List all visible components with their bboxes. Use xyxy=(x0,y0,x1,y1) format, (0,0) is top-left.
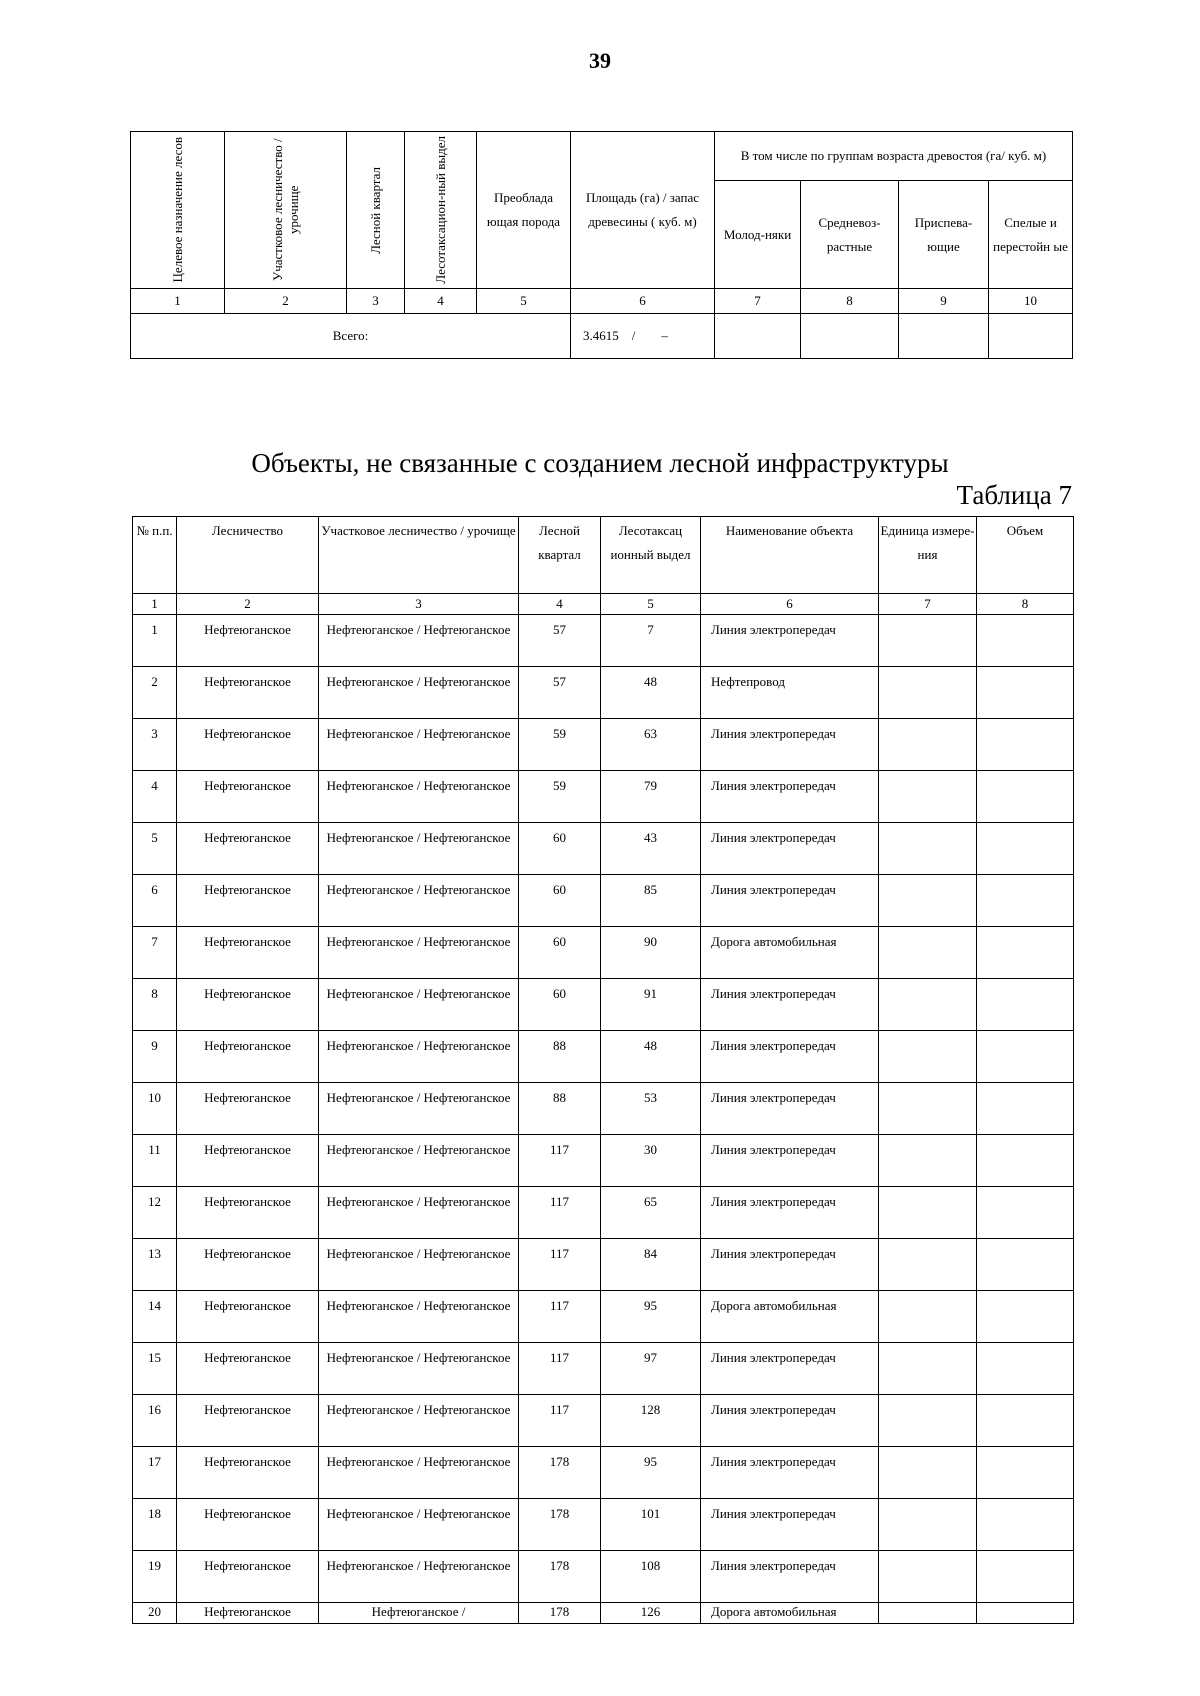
quarter-cell: 57 xyxy=(519,667,601,719)
district-cell: Нефтеюганское / Нефтеюганское xyxy=(319,1551,519,1603)
table-row xyxy=(133,823,1074,875)
column-number: 4 xyxy=(519,594,601,615)
forestry-cell: Нефтеюганское xyxy=(177,1603,319,1624)
object-name-cell: Дорога автомобильная xyxy=(701,927,879,979)
column-number: 3 xyxy=(319,594,519,615)
forestry-cell: Нефтеюганское xyxy=(177,1551,319,1603)
volume-cell xyxy=(977,1031,1074,1083)
row-number: 12 xyxy=(133,1187,177,1239)
object-name-cell: Дорога автомобильная xyxy=(701,1603,879,1624)
table-row xyxy=(133,1343,1074,1395)
header-age-groups: В том числе по группам возраста древостоя (га/ куб. м) xyxy=(715,132,1073,181)
plot-cell: 95 xyxy=(601,1447,701,1499)
table-label: Таблица 7 xyxy=(956,480,1072,510)
header-plot: Лесотаксац ионный выдел xyxy=(601,517,701,594)
plot-cell: 97 xyxy=(601,1343,701,1395)
quarter-cell: 117 xyxy=(519,1343,601,1395)
column-number: 1 xyxy=(133,594,177,615)
column-number: 2 xyxy=(177,594,319,615)
quarter-cell: 59 xyxy=(519,771,601,823)
column-number: 7 xyxy=(715,289,801,314)
forestry-cell: Нефтеюганское xyxy=(177,1187,319,1239)
forestry-cell: Нефтеюганское xyxy=(177,1395,319,1447)
unit-cell xyxy=(879,875,977,927)
header-index: № п.п. xyxy=(133,517,177,594)
volume-cell xyxy=(977,927,1074,979)
object-name-cell: Линия электропередач xyxy=(701,875,879,927)
volume-cell xyxy=(977,1239,1074,1291)
table-row xyxy=(133,667,1074,719)
volume-cell xyxy=(977,667,1074,719)
volume-cell xyxy=(977,1343,1074,1395)
quarter-cell: 117 xyxy=(519,1291,601,1343)
table-row xyxy=(133,1135,1074,1187)
total-mature xyxy=(989,314,1073,359)
plot-cell: 91 xyxy=(601,979,701,1031)
unit-cell xyxy=(879,1343,977,1395)
plot-cell: 63 xyxy=(601,719,701,771)
header-object-name: Наименование объекта xyxy=(701,517,879,594)
volume-cell xyxy=(977,1187,1074,1239)
volume-cell xyxy=(977,875,1074,927)
page-number: 39 xyxy=(589,48,611,73)
object-name-cell: Линия электропередач xyxy=(701,1083,879,1135)
plot-cell: 128 xyxy=(601,1395,701,1447)
plot-cell: 53 xyxy=(601,1083,701,1135)
object-name-cell: Линия электропередач xyxy=(701,1135,879,1187)
object-name-cell: Линия электропередач xyxy=(701,1447,879,1499)
object-name-cell: Линия электропередач xyxy=(701,823,879,875)
volume-cell xyxy=(977,771,1074,823)
header-area: Площадь (га) / запас древесины ( куб. м) xyxy=(571,132,715,289)
row-number: 14 xyxy=(133,1291,177,1343)
table-row xyxy=(133,1603,1074,1624)
column-number: 1 xyxy=(131,289,225,314)
volume-cell xyxy=(977,719,1074,771)
object-name-cell: Линия электропередач xyxy=(701,1031,879,1083)
district-cell: Нефтеюганское / Нефтеюганское xyxy=(319,1031,519,1083)
row-number: 9 xyxy=(133,1031,177,1083)
forestry-cell: Нефтеюганское xyxy=(177,615,319,667)
total-label: Всего: xyxy=(131,314,571,359)
header-maturing: Приспева-ющие xyxy=(899,181,989,289)
table-row xyxy=(133,875,1074,927)
table-row xyxy=(133,1499,1074,1551)
quarter-cell: 178 xyxy=(519,1603,601,1624)
forestry-cell: Нефтеюганское xyxy=(177,1447,319,1499)
column-number: 4 xyxy=(405,289,477,314)
forestry-cell: Нефтеюганское xyxy=(177,1291,319,1343)
quarter-cell: 117 xyxy=(519,1239,601,1291)
district-cell: Нефтеюганское / Нефтеюганское xyxy=(319,1187,519,1239)
quarter-cell: 88 xyxy=(519,1083,601,1135)
object-name-cell: Линия электропередач xyxy=(701,771,879,823)
district-cell: Нефтеюганское / Нефтеюганское xyxy=(319,1239,519,1291)
header-species: Преоблада ющая порода xyxy=(477,132,571,289)
object-name-cell: Линия электропередач xyxy=(701,1395,879,1447)
forestry-cell: Нефтеюганское xyxy=(177,823,319,875)
unit-cell xyxy=(879,1291,977,1343)
header-forestry: Лесничество xyxy=(177,517,319,594)
column-number: 6 xyxy=(571,289,715,314)
unit-cell xyxy=(879,1603,977,1624)
row-number: 20 xyxy=(133,1603,177,1624)
table-row xyxy=(133,979,1074,1031)
forestry-cell: Нефтеюганское xyxy=(177,1499,319,1551)
unit-cell xyxy=(879,979,977,1031)
object-name-cell: Линия электропередач xyxy=(701,979,879,1031)
district-cell: Нефтеюганское / xyxy=(319,1603,519,1624)
quarter-cell: 117 xyxy=(519,1187,601,1239)
quarter-cell: 60 xyxy=(519,875,601,927)
plot-cell: 126 xyxy=(601,1603,701,1624)
district-cell: Нефтеюганское / Нефтеюганское xyxy=(319,667,519,719)
row-number: 16 xyxy=(133,1395,177,1447)
column-number: 2 xyxy=(225,289,347,314)
volume-cell xyxy=(977,1135,1074,1187)
object-name-cell: Линия электропередач xyxy=(701,1239,879,1291)
quarter-cell: 59 xyxy=(519,719,601,771)
column-number: 9 xyxy=(899,289,989,314)
total-middle xyxy=(801,314,899,359)
table-row xyxy=(133,771,1074,823)
plot-cell: 43 xyxy=(601,823,701,875)
plot-cell: 65 xyxy=(601,1187,701,1239)
header-district: Участковое лесничество / урочище xyxy=(225,132,347,289)
plot-cell: 79 xyxy=(601,771,701,823)
row-number: 5 xyxy=(133,823,177,875)
unit-cell xyxy=(879,927,977,979)
district-cell: Нефтеюганское / Нефтеюганское xyxy=(319,927,519,979)
district-cell: Нефтеюганское / Нефтеюганское xyxy=(319,1135,519,1187)
object-name-cell: Линия электропередач xyxy=(701,1499,879,1551)
table-row xyxy=(133,615,1074,667)
volume-cell xyxy=(977,1551,1074,1603)
forest-age-table xyxy=(130,131,1073,359)
column-number: 5 xyxy=(601,594,701,615)
forestry-cell: Нефтеюганское xyxy=(177,667,319,719)
header-quarter: Лесной квартал xyxy=(519,517,601,594)
column-number: 6 xyxy=(701,594,879,615)
quarter-cell: 178 xyxy=(519,1499,601,1551)
column-number: 8 xyxy=(977,594,1074,615)
unit-cell xyxy=(879,1083,977,1135)
row-number: 3 xyxy=(133,719,177,771)
table-row xyxy=(133,1187,1074,1239)
quarter-cell: 88 xyxy=(519,1031,601,1083)
plot-cell: 90 xyxy=(601,927,701,979)
object-name-cell: Линия электропередач xyxy=(701,1343,879,1395)
column-number: 3 xyxy=(347,289,405,314)
volume-cell xyxy=(977,1395,1074,1447)
table-row xyxy=(133,1395,1074,1447)
forestry-cell: Нефтеюганское xyxy=(177,771,319,823)
object-name-cell: Дорога автомобильная xyxy=(701,1291,879,1343)
volume-cell xyxy=(977,1291,1074,1343)
district-cell: Нефтеюганское / Нефтеюганское xyxy=(319,1083,519,1135)
forestry-cell: Нефтеюганское xyxy=(177,1343,319,1395)
object-name-cell: Линия электропередач xyxy=(701,1187,879,1239)
unit-cell xyxy=(879,615,977,667)
plot-cell: 101 xyxy=(601,1499,701,1551)
object-name-cell: Нефтепровод xyxy=(701,667,879,719)
object-name-cell: Линия электропередач xyxy=(701,719,879,771)
table-row xyxy=(133,927,1074,979)
header-young: Молод-няки xyxy=(715,181,801,289)
quarter-cell: 60 xyxy=(519,927,601,979)
column-number: 10 xyxy=(989,289,1073,314)
column-number: 5 xyxy=(477,289,571,314)
plot-cell: 85 xyxy=(601,875,701,927)
district-cell: Нефтеюганское / Нефтеюганское xyxy=(319,615,519,667)
forestry-cell: Нефтеюганское xyxy=(177,1135,319,1187)
plot-cell: 84 xyxy=(601,1239,701,1291)
unit-cell xyxy=(879,771,977,823)
table-row xyxy=(133,1291,1074,1343)
table-row xyxy=(133,719,1074,771)
header-district: Участковое лесничество / урочище xyxy=(319,517,519,594)
district-cell: Нефтеюганское / Нефтеюганское xyxy=(319,771,519,823)
plot-cell: 48 xyxy=(601,1031,701,1083)
volume-cell xyxy=(977,823,1074,875)
plot-cell: 108 xyxy=(601,1551,701,1603)
unit-cell xyxy=(879,719,977,771)
plot-cell: 95 xyxy=(601,1291,701,1343)
table-row xyxy=(133,1239,1074,1291)
district-cell: Нефтеюганское / Нефтеюганское xyxy=(319,1499,519,1551)
row-number: 10 xyxy=(133,1083,177,1135)
unit-cell xyxy=(879,667,977,719)
volume-cell xyxy=(977,1603,1074,1624)
column-number: 7 xyxy=(879,594,977,615)
volume-cell xyxy=(977,1447,1074,1499)
district-cell: Нефтеюганское / Нефтеюганское xyxy=(319,1395,519,1447)
object-name-cell: Линия электропередач xyxy=(701,1551,879,1603)
forestry-cell: Нефтеюганское xyxy=(177,1083,319,1135)
unit-cell xyxy=(879,1499,977,1551)
total-maturing xyxy=(899,314,989,359)
table-row xyxy=(133,1447,1074,1499)
section-title: Объекты, не связанные с созданием лесной инфраструктуры xyxy=(251,448,949,478)
unit-cell xyxy=(879,1395,977,1447)
volume-cell xyxy=(977,1499,1074,1551)
unit-cell xyxy=(879,1447,977,1499)
forestry-cell: Нефтеюганское xyxy=(177,927,319,979)
unit-cell xyxy=(879,1135,977,1187)
quarter-cell: 178 xyxy=(519,1447,601,1499)
unit-cell xyxy=(879,1187,977,1239)
header-plot: Лесотаксацион-ный выдел xyxy=(405,132,477,289)
row-number: 15 xyxy=(133,1343,177,1395)
quarter-cell: 117 xyxy=(519,1395,601,1447)
quarter-cell: 60 xyxy=(519,823,601,875)
header-quarter: Лесной квартал xyxy=(347,132,405,289)
district-cell: Нефтеюганское / Нефтеюганское xyxy=(319,1343,519,1395)
volume-cell xyxy=(977,979,1074,1031)
row-number: 7 xyxy=(133,927,177,979)
header-volume: Объем xyxy=(977,517,1074,594)
district-cell: Нефтеюганское / Нефтеюганское xyxy=(319,875,519,927)
district-cell: Нефтеюганское / Нефтеюганское xyxy=(319,979,519,1031)
row-number: 13 xyxy=(133,1239,177,1291)
header-mature: Спелые и перестойн ые xyxy=(989,181,1073,289)
district-cell: Нефтеюганское / Нефтеюганское xyxy=(319,1447,519,1499)
total-value: 3.4615 / – xyxy=(571,314,715,359)
forestry-cell: Нефтеюганское xyxy=(177,979,319,1031)
unit-cell xyxy=(879,1239,977,1291)
quarter-cell: 60 xyxy=(519,979,601,1031)
object-name-cell: Линия электропередач xyxy=(701,615,879,667)
plot-cell: 30 xyxy=(601,1135,701,1187)
row-number: 11 xyxy=(133,1135,177,1187)
column-number: 8 xyxy=(801,289,899,314)
table-row xyxy=(133,1083,1074,1135)
row-number: 2 xyxy=(133,667,177,719)
plot-cell: 7 xyxy=(601,615,701,667)
table-row xyxy=(133,1031,1074,1083)
quarter-cell: 57 xyxy=(519,615,601,667)
plot-cell: 48 xyxy=(601,667,701,719)
unit-cell xyxy=(879,1031,977,1083)
district-cell: Нефтеюганское / Нефтеюганское xyxy=(319,719,519,771)
forestry-cell: Нефтеюганское xyxy=(177,719,319,771)
header-purpose: Целевое назначение лесов xyxy=(131,132,225,289)
forestry-cell: Нефтеюганское xyxy=(177,1031,319,1083)
row-number: 1 xyxy=(133,615,177,667)
volume-cell xyxy=(977,615,1074,667)
quarter-cell: 178 xyxy=(519,1551,601,1603)
table-row xyxy=(133,1551,1074,1603)
district-cell: Нефтеюганское / Нефтеюганское xyxy=(319,823,519,875)
unit-cell xyxy=(879,1551,977,1603)
volume-cell xyxy=(977,1083,1074,1135)
unit-cell xyxy=(879,823,977,875)
row-number: 8 xyxy=(133,979,177,1031)
row-number: 6 xyxy=(133,875,177,927)
district-cell: Нефтеюганское / Нефтеюганское xyxy=(319,1291,519,1343)
row-number: 4 xyxy=(133,771,177,823)
forestry-cell: Нефтеюганское xyxy=(177,1239,319,1291)
row-number: 17 xyxy=(133,1447,177,1499)
row-number: 18 xyxy=(133,1499,177,1551)
header-unit: Единица измере-ния xyxy=(879,517,977,594)
objects-table xyxy=(132,516,1074,1624)
total-young xyxy=(715,314,801,359)
quarter-cell: 117 xyxy=(519,1135,601,1187)
header-middle-aged: Средневоз-растные xyxy=(801,181,899,289)
row-number: 19 xyxy=(133,1551,177,1603)
forestry-cell: Нефтеюганское xyxy=(177,875,319,927)
